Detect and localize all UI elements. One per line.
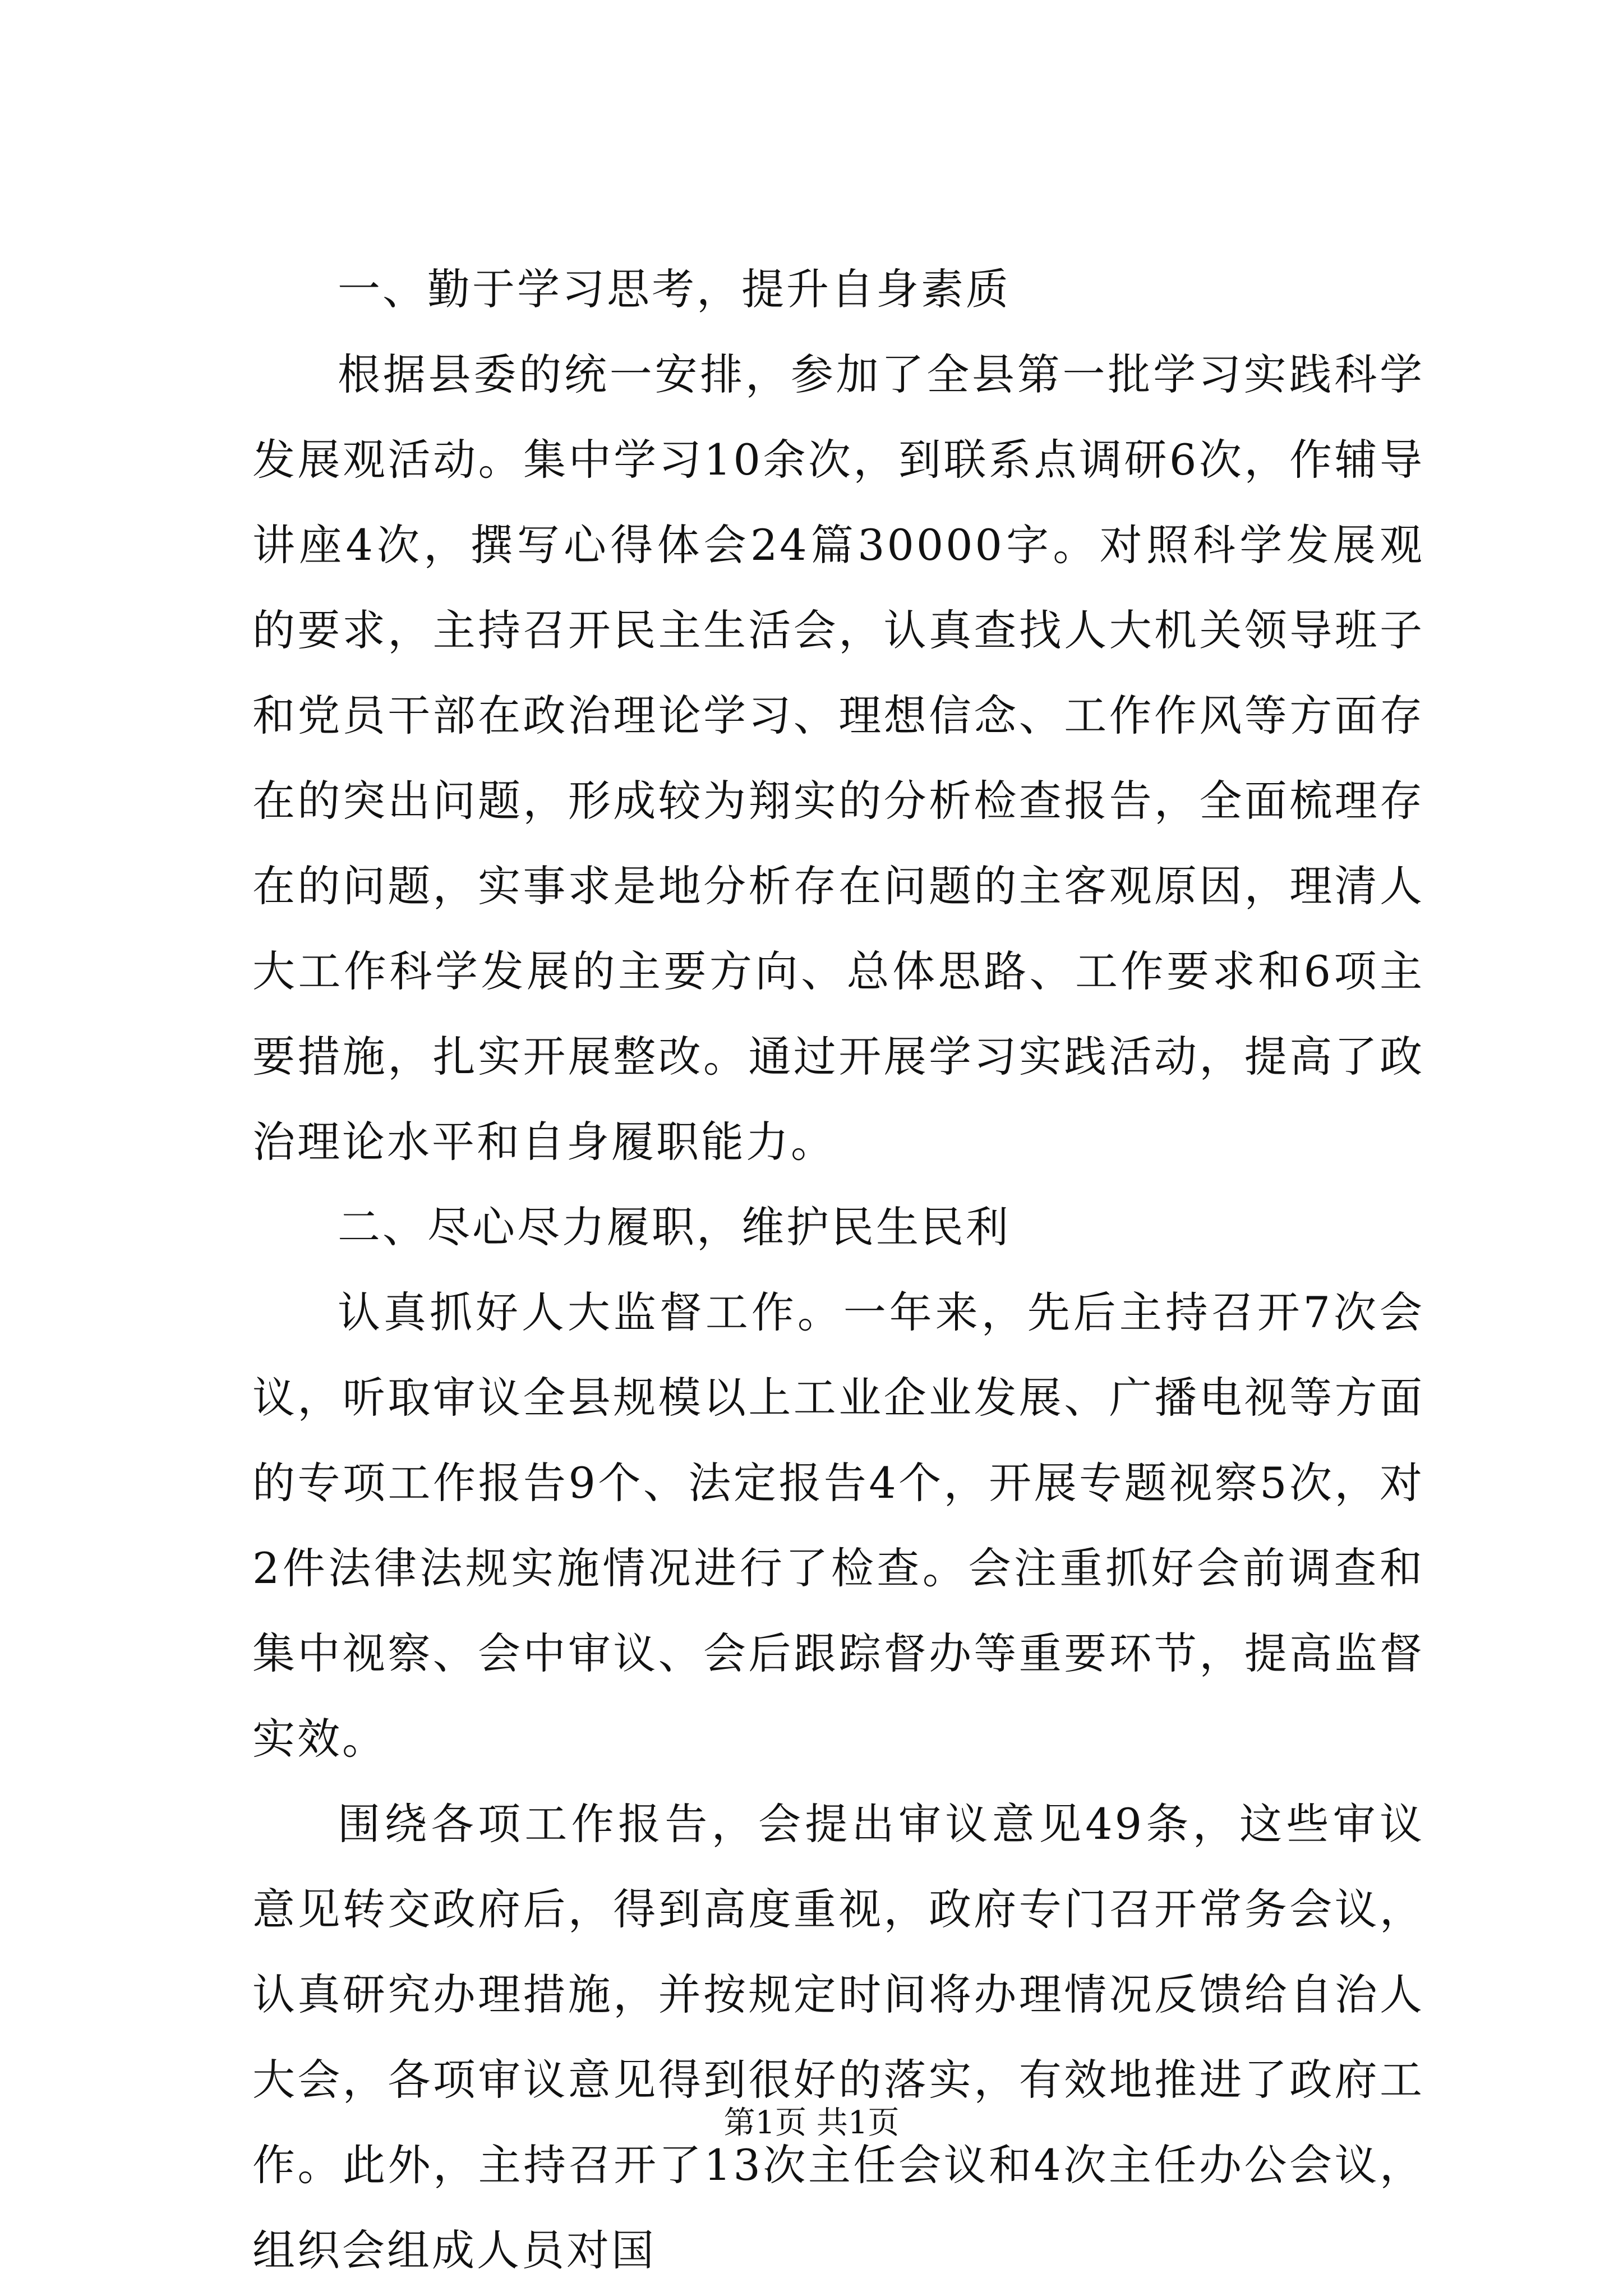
body-paragraph-3: 围绕各项工作报告，会提出审议意见49条，这些审议意见转交政府后，得到高度重视，政府专门召开常务会议，认真研究办理措施，并按规定时间将办理情况反馈给自治人大会，各项审议意见得到很好的落实，有效地推进了政府工作。此外，主持召开了13次主任会议和4次主任办公会议，组织会组成人员对国 xyxy=(252,1799,1424,2275)
section-heading-1: 一、勤于学习思考，提升自身素质 xyxy=(338,264,1011,314)
page-footer: 第1页 共1页 xyxy=(723,2105,900,2141)
document-body xyxy=(252,247,1424,2293)
body-paragraph-2: 认真抓好人大监督工作。一年来，先后主持召开7次会议，听取审议全县规模以上工业企业发展、广播电视等方面的专项工作报告9个、法定报告4个，开展专题视察5次，对2件法律法规实施情况进行了检查。会注重抓好会前调查和集中视察、会中审议、会后跟踪督办等重要环节，提高监督实效。 xyxy=(252,1287,1424,1764)
section-heading-2: 二、尽心尽力履职，维护民生民利 xyxy=(338,1202,1011,1252)
body-paragraph-1: 根据县委的统一安排，参加了全县第一批学习实践科学发展观活动。集中学习10余次，到联系点调研6次，作辅导讲座4次，撰写心得体会24篇30000字。对照科学发展观的要求，主持召开民主生活会，认真查找人大机关领导班子和党员干部在政治理论学习、理想信念、工作作风等方面存在的突出问题，形成较为翔实的分析检查报告，全面梳理存在的问题，实事求是地分析存在问题的主客观原因，理清人大工作科学发展的主要方向、总体思路、工作要求和6项主要措施，扎实开展整改。通过开展学习实践活动，提高了政治理论水平和自身履职能力。 xyxy=(252,349,1424,1167)
